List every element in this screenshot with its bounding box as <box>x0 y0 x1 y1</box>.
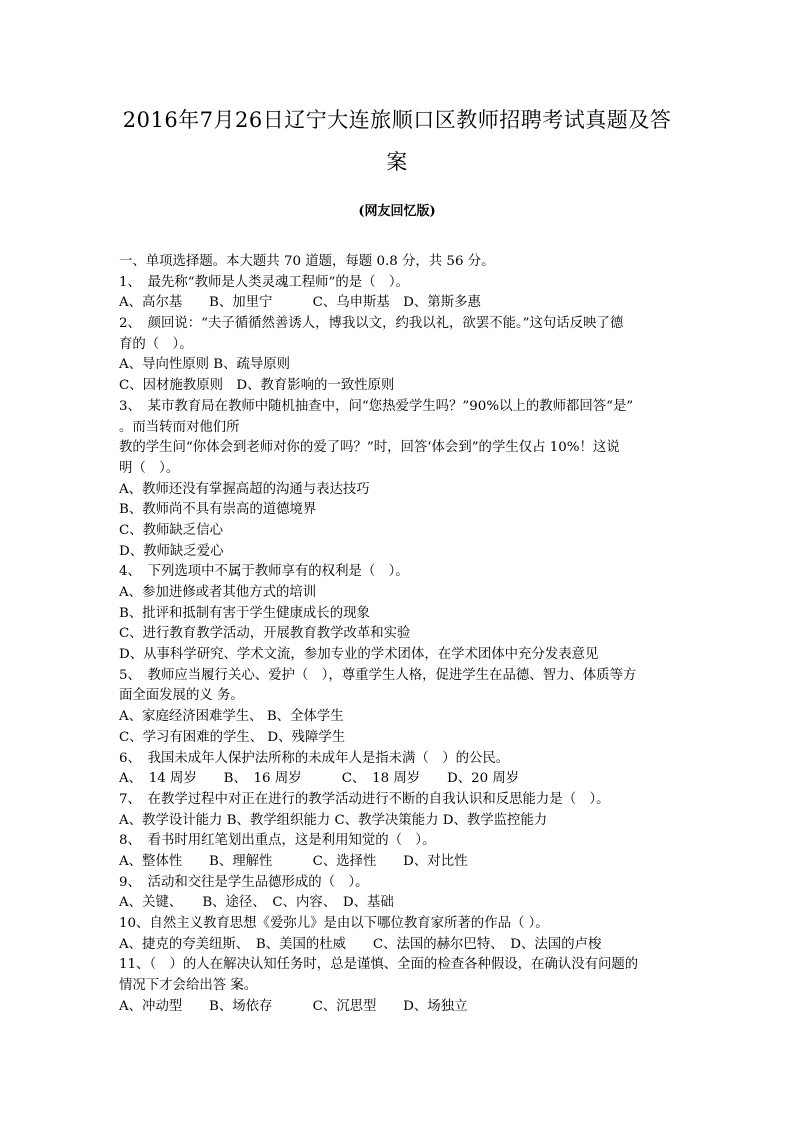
page-subtitle: (网友回忆版) <box>358 204 436 219</box>
text-line: 2、 颜回说：“夫子循循然善诱人，博我以文，约我以礼，欲罢不能。”这句话反映了德 <box>119 316 624 332</box>
document-body <box>119 252 685 1017</box>
text-line: 3、 某市教育局在教师中随机抽查中，问“您热爱学生吗？”90%以上的教师都回答“是” <box>119 398 634 414</box>
text-line: 育的（ ）。 <box>119 336 193 352</box>
text-line: 4、 下列选项中不属于教师享有的权利是（ ）。 <box>119 564 409 580</box>
text-line: B、教师尚不具有崇高的道德境界 <box>119 502 317 518</box>
text-line: A、家庭经济困难学生、 B、全体学生 <box>119 709 344 725</box>
text-line: A、捷克的夸美纽斯、 B、美国的杜威 C、法国的赫尔巴特、 D、法国的卢梭 <box>119 936 602 952</box>
text-line: 7、 在教学过程中对正在进行的教学活动进行不断的自我认识和反思能力是（ ）。 <box>119 791 610 807</box>
text-line: 9、 活动和交往是学生品德形成的（ ）。 <box>119 874 369 890</box>
text-line: A、教师还没有掌握高超的沟通与表达技巧 <box>119 481 370 497</box>
page-title-line-2: 案 <box>386 150 408 174</box>
text-line: C、学习有困难的学生、 D、残障学生 <box>119 729 346 745</box>
text-line: 10、自然主义教育思想《爱弥儿》是由以下哪位教育家所著的作品（ ）。 <box>119 916 549 931</box>
text-line: C、教师缺乏信心 <box>119 522 223 538</box>
text-line: C、因材施教原则 D、教育影响的一致性原则 <box>119 378 395 394</box>
text-line: 情况下才会给出答 案。 <box>119 978 258 994</box>
text-line: A、导向性原则 B、疏导原则 <box>119 357 291 373</box>
text-line: 11、（ ）的人在解决认知任务时，总是谨慎、全面的检查各种假设，在确认没有问题的 <box>119 957 639 973</box>
text-line: B、批评和抵制有害于学生健康成长的现象 <box>119 605 370 621</box>
text-line: 8、 看书时用红笔划出重点，这是利用知觉的（ ）。 <box>119 833 436 849</box>
text-line: 教的学生问“你体会到老师对你的爱了吗？”时，回答‘体会到”的学生仅占 10%！这说 <box>119 440 620 456</box>
text-line: 1、 最先称“教师是人类灵魂工程师”的是（ ）。 <box>119 274 410 290</box>
text-line: 一、单项选择题。本大题共 70 道题，每题 0.8 分，共 56 分。 <box>119 254 495 269</box>
text-line: A、 14 周岁 B、 16 周岁 C、 18 周岁 D、20 周岁 <box>119 771 520 787</box>
text-line: A、参加进修或者其他方式的培训 <box>119 585 317 600</box>
text-line: 6、 我国未成年人保护法所称的未成年人是指未满（ ）的公民。 <box>119 750 510 766</box>
text-line: A、冲动型 B、场依存 C、沉思型 D、场独立 <box>119 998 468 1014</box>
text-line: 5、 教师应当履行关心、爱护（ ），尊重学生人格，促进学生在品德、智力、体质等方 <box>119 667 637 683</box>
text-line: 面全面发展的义 务。 <box>119 688 244 704</box>
text-line: A、教学设计能力 B、教学组织能力 C、教学决策能力 D、教学监控能力 <box>119 812 548 828</box>
page-title-line-1: 2016年7月26日辽宁大连旅顺口区教师招聘考试真题及答 <box>122 108 672 132</box>
text-line: D、教师缺乏爱心 <box>119 543 224 559</box>
text-line: D、从事科学研究、学术文流，参加专业的学术团体，在学术团体中充分发表意见 <box>119 647 599 663</box>
text-line: 。而当转而对他们所 <box>119 419 240 435</box>
text-line: A、整体性 B、理解性 C、选择性 D、对比性 <box>119 853 468 869</box>
text-line: A、关键、 B、途径、 C、内容、 D、基础 <box>119 895 394 911</box>
text-line: C、进行教育教学活动，开展教育教学改革和实验 <box>119 626 411 642</box>
text-line: A、高尔基 B、加里宁 C、乌申斯基 D、第斯多惠 <box>119 295 481 311</box>
text-line: 明（ ）。 <box>119 460 180 476</box>
